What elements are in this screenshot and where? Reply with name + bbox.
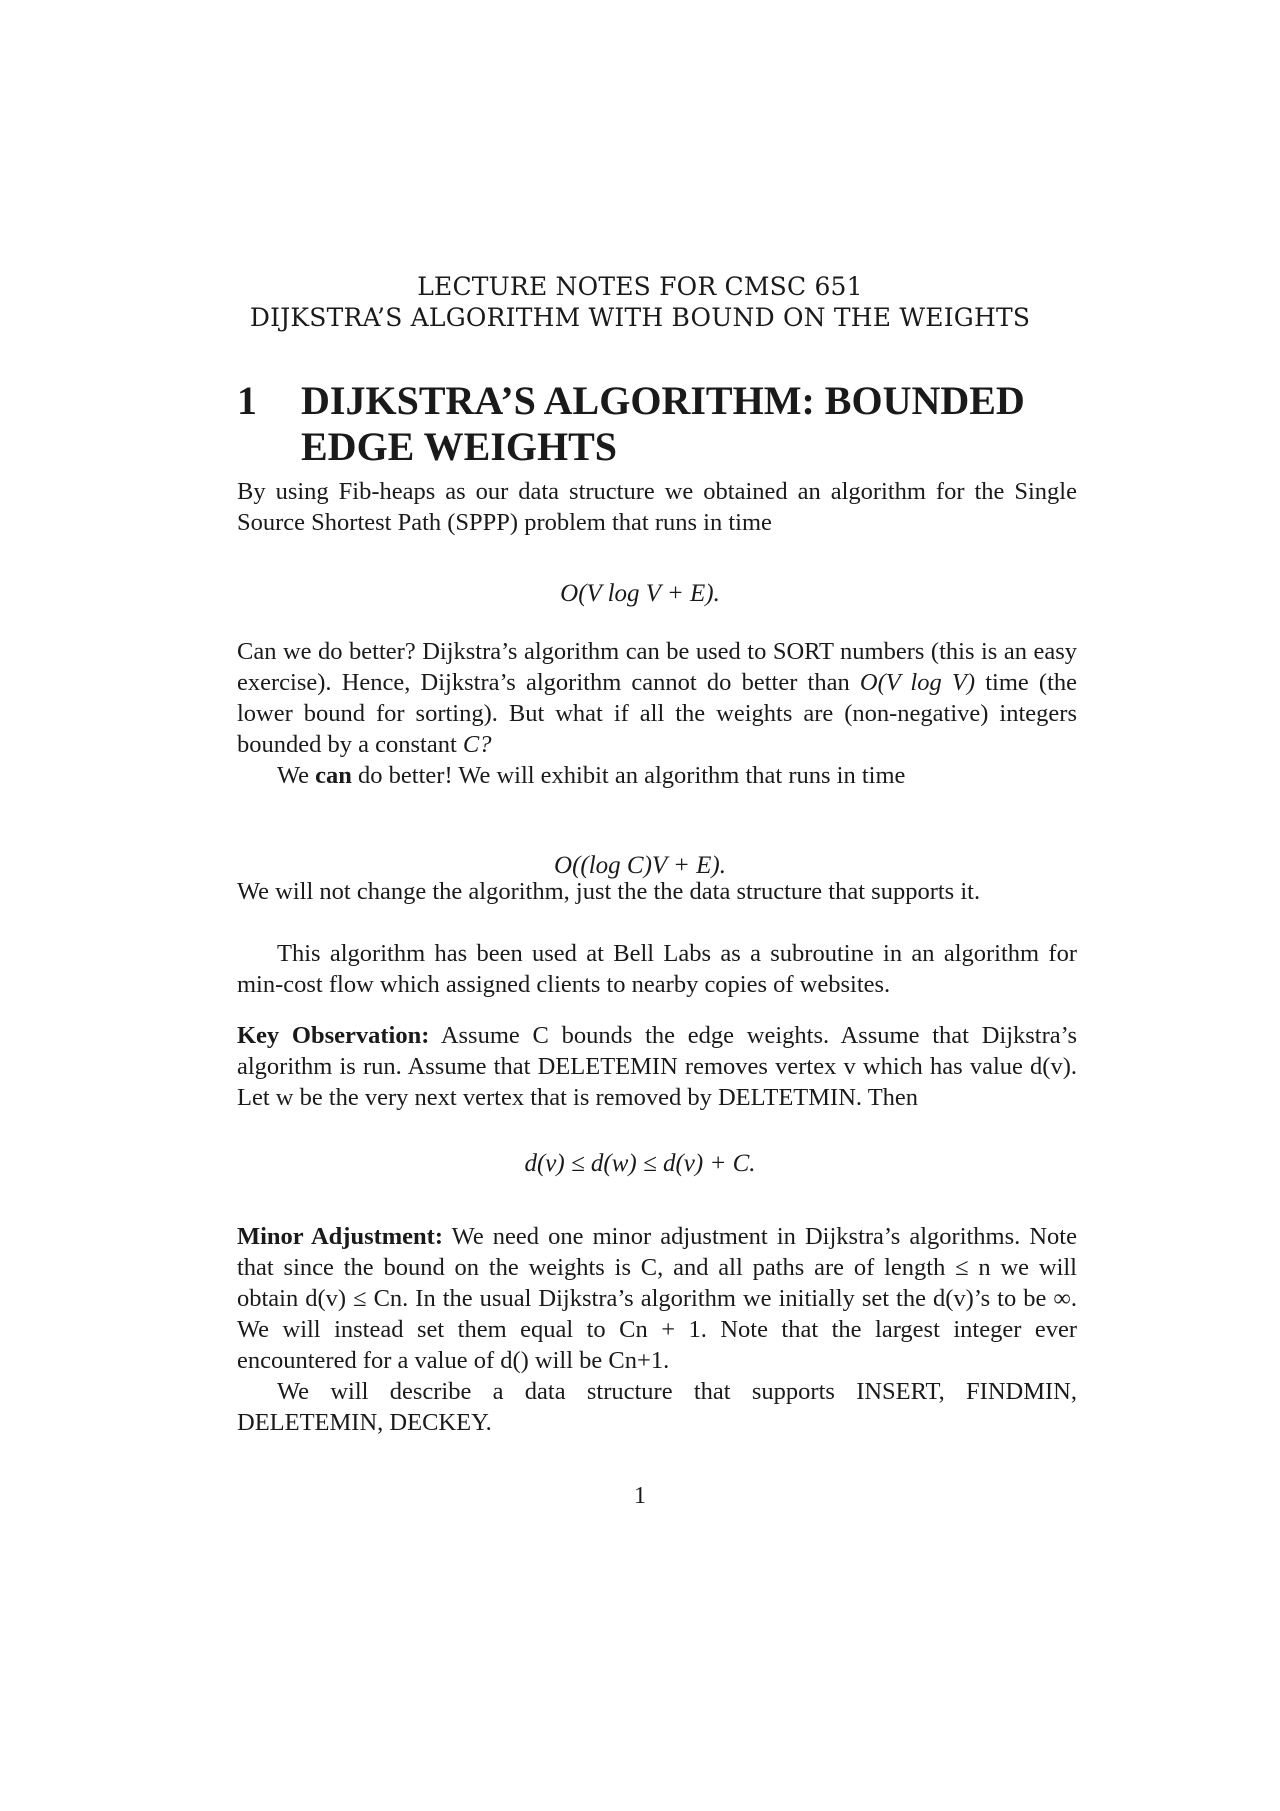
key-observation-label: Key Observation: xyxy=(237,1022,430,1049)
paragraph-can-do-better xyxy=(237,760,1077,791)
do-better-math-a: O(V log V) xyxy=(859,669,976,696)
paragraph-do-better xyxy=(237,636,1077,760)
paragraph-data-structure: We will describe a data structure that supports INSERT, FINDMIN, DELETEMIN, DECKEY. xyxy=(237,1378,1077,1436)
do-better-math-b: C? xyxy=(462,731,492,758)
section-title: DIJKSTRA’S ALGORITHM: BOUNDED EDGE WEIGHTS xyxy=(301,378,1025,469)
header-course-title: LECTURE NOTES FOR CMSC 651 xyxy=(417,272,863,301)
paragraph-minor-adjustment xyxy=(237,1221,1077,1376)
equation-fib-heap-time: O(V log V + E). xyxy=(560,580,720,607)
paragraph-intro: By using Fib-heaps as our data structure we obtained an algorithm for the Single Source Shortest Path (SPPP) problem that runs in time xyxy=(237,478,1077,536)
paragraph-key-observation xyxy=(237,1020,1077,1113)
header-lecture-title: DIJKSTRA’S ALGORITHM WITH BOUND ON THE WEIGHTS xyxy=(249,303,1031,332)
minor-adjustment-label: Minor Adjustment: xyxy=(237,1223,444,1250)
do-better-text-b: time (the lower bound for sorting). But what if all the weights are (non-negative) integers bounded by a constant xyxy=(237,669,1078,758)
equation-key-observation: d(v) ≤ d(w) ≤ d(v) + C. xyxy=(524,1150,756,1177)
paragraph-bell-labs: This algorithm has been used at Bell Labs as a subroutine in an algorithm for min-cost flow which assigned clients to nearby copies of websites. xyxy=(237,940,1077,998)
section-number: 1 xyxy=(237,378,257,423)
key-observation-text: Assume C bounds the edge weights. Assume that Dijkstra’s algorithm is run. Assume that DELETEMIN removes vertex v which has value d(v). Let w be the very next vertex that is removed by DELTETMIN. Then xyxy=(237,1022,1077,1111)
section-heading xyxy=(237,378,1097,470)
paragraph-no-change: We will not change the algorithm, just the the data structure that supports it. xyxy=(237,878,981,905)
can-text-b: do better! We will exhibit an algorithm that runs in time xyxy=(358,762,906,789)
minor-adjustment-text: We need one minor adjustment in Dijkstra’s algorithms. Note that since the bound on the weights is C, and all paths are of length ≤ n we will obtain d(v) ≤ Cn. In the usual Dijkstra’s algorithm we initially set the d(v)’s to be ∞. We will instead set them equal to Cn + 1. Note that the largest integer ever encountered for a value of d() will be Cn+1. xyxy=(237,1223,1077,1374)
do-better-text-a: Can we do better? Dijkstra’s algorithm can be used to SORT numbers (this is an easy exercise). Hence, Dijkstra’s algorithm cannot do better than xyxy=(237,638,1077,696)
can-text-a: We xyxy=(277,762,310,789)
can-emphasis: can xyxy=(315,762,352,789)
equation-bounded-time: O((log C)V + E). xyxy=(554,852,726,879)
page-number: 1 xyxy=(634,1483,646,1509)
